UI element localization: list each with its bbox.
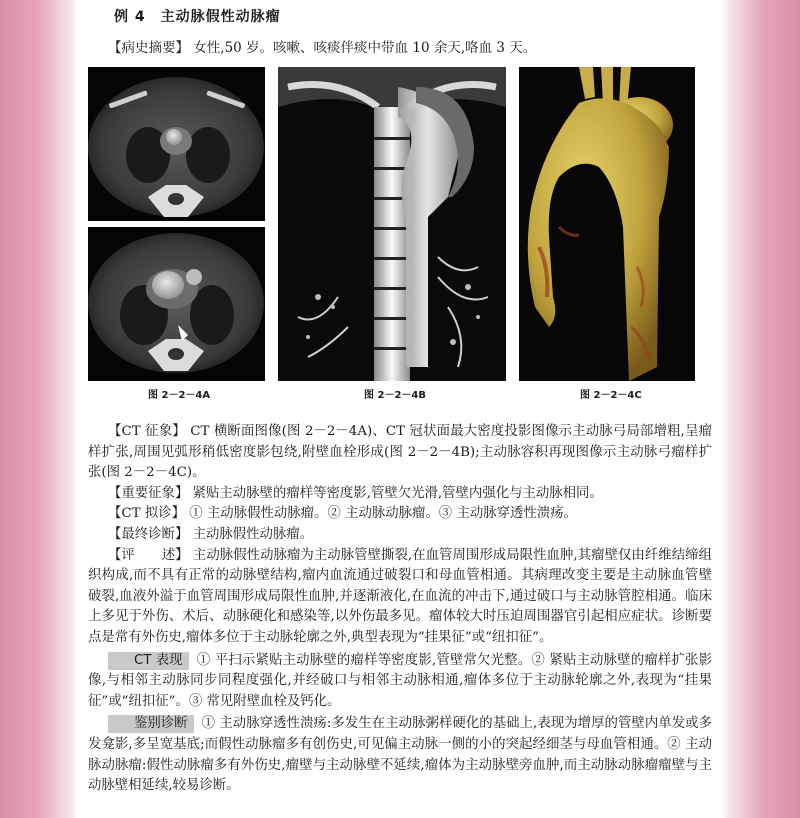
figure-c-ct-volume-rendering [519, 67, 695, 381]
figure-a-ct-axial [88, 67, 265, 381]
comment-label: 【评 述】 [108, 547, 189, 563]
ct-axial-image [88, 67, 265, 381]
ct-findings-paragraph [88, 651, 712, 713]
ct-diagnosis-label: 【CT 拟诊】 [108, 506, 185, 522]
key-signs-text: 紧贴主动脉壁的瘤样等密度影,管壁欠光滑,管壁内强化与主动脉相同。 [192, 485, 603, 501]
figure-c-caption: 图 2－2－4C [580, 390, 642, 401]
differential-text: ① 主动脉穿透性溃疡:多发生在主动脉粥样硬化的基础上,表现为增厚的管壁内单发或多发龛影,多呈宽基底;而假性动脉瘤多有创伤史,可见偏主动脉一侧的小的突起经细茎与母血管相通。② 主动脉动脉瘤:假性动脉瘤多有外伤史,瘤壁与主动脉壁不延续,瘤体为主动脉壁旁血肿,而主动脉动脉瘤瘤壁与主动脉壁相延续,较易诊断。 [88, 716, 712, 794]
case-body [88, 422, 712, 797]
history-label: 【病史摘要】 [108, 40, 189, 56]
final-diagnosis-label: 【最终诊断】 [108, 526, 189, 542]
ct-coronal-image [278, 67, 506, 381]
differential-label: 鉴别诊断 [108, 715, 194, 733]
ct-diagnosis-text: ① 主动脉假性动脉瘤。② 主动脉动脉瘤。③ 主动脉穿透性溃疡。 [189, 506, 577, 522]
figure-b-caption: 图 2－2－4B [364, 390, 426, 401]
ct-signs-text: CT 横断面图像(图 2－2－4A)、CT 冠状面最大密度投影图像示主动脉弓局部增粗,呈瘤样扩张,周围见弧形稍低密度影包绕,附壁血栓形成(图 2－2－4B);主动脉容积再现图像示主动脉弓瘤样扩张(图 2－2－4C)。 [88, 424, 712, 481]
key-signs-label: 【重要征象】 [108, 485, 189, 501]
ct-signs-label: 【CT 征象】 [108, 424, 186, 439]
figure-b-ct-coronal-mip [278, 67, 506, 381]
ct-vr-image [519, 67, 695, 381]
ct-findings-text: ① 平扫示紧贴主动脉壁的瘤样等密度影,管壁常欠光整。② 紧贴主动脉壁的瘤样扩张影像,与相邻主动脉同步同程度强化,并经破口与相邻主动脉相通,瘤体多位于主动脉轮廓之外,表现为“挂果征”或“纽扣征”。③ 常见附壁血栓及钙化。 [88, 652, 712, 709]
case-title: 例 4 主动脉假性动脉瘤 [114, 9, 281, 25]
key-signs-paragraph [88, 484, 712, 505]
history-summary [108, 36, 536, 56]
ct-diagnosis-paragraph [88, 504, 712, 525]
comment-paragraph [88, 546, 712, 649]
differential-paragraph [88, 714, 712, 796]
comment-text: 主动脉假性动脉瘤为主动脉管壁撕裂,在血管周围形成局限性血肿,其瘤壁仅由纤维结缔组织构成,而不具有正常的动脉壁结构,瘤内血流通过破裂口和母血管相通。其病理改变主要是主动脉血管壁破裂,血液外溢于血管周围形成局限性血肿,并逐渐液化,在血流的冲击下,通过破口与主动脉管腔相通。临床上多见于外伤、术后、动脉硬化和感染等,以外伤最多见。瘤体较大时压迫周围器官引起相应症状。诊断要点是常有外伤史,瘤体多位于主动脉轮廓之外,典型表现为“挂果征”或“纽扣征”。 [88, 547, 712, 645]
final-diagnosis-paragraph [88, 525, 712, 546]
ct-findings-label: CT 表现 [108, 652, 189, 670]
ct-signs-paragraph [88, 422, 712, 484]
final-diagnosis-text: 主动脉假性动脉瘤。 [192, 526, 314, 542]
history-text: 女性,50 岁。咳嗽、咳痰伴痰中带血 10 余天,咯血 3 天。 [193, 40, 537, 56]
figure-a-caption: 图 2－2－4A [148, 390, 211, 401]
